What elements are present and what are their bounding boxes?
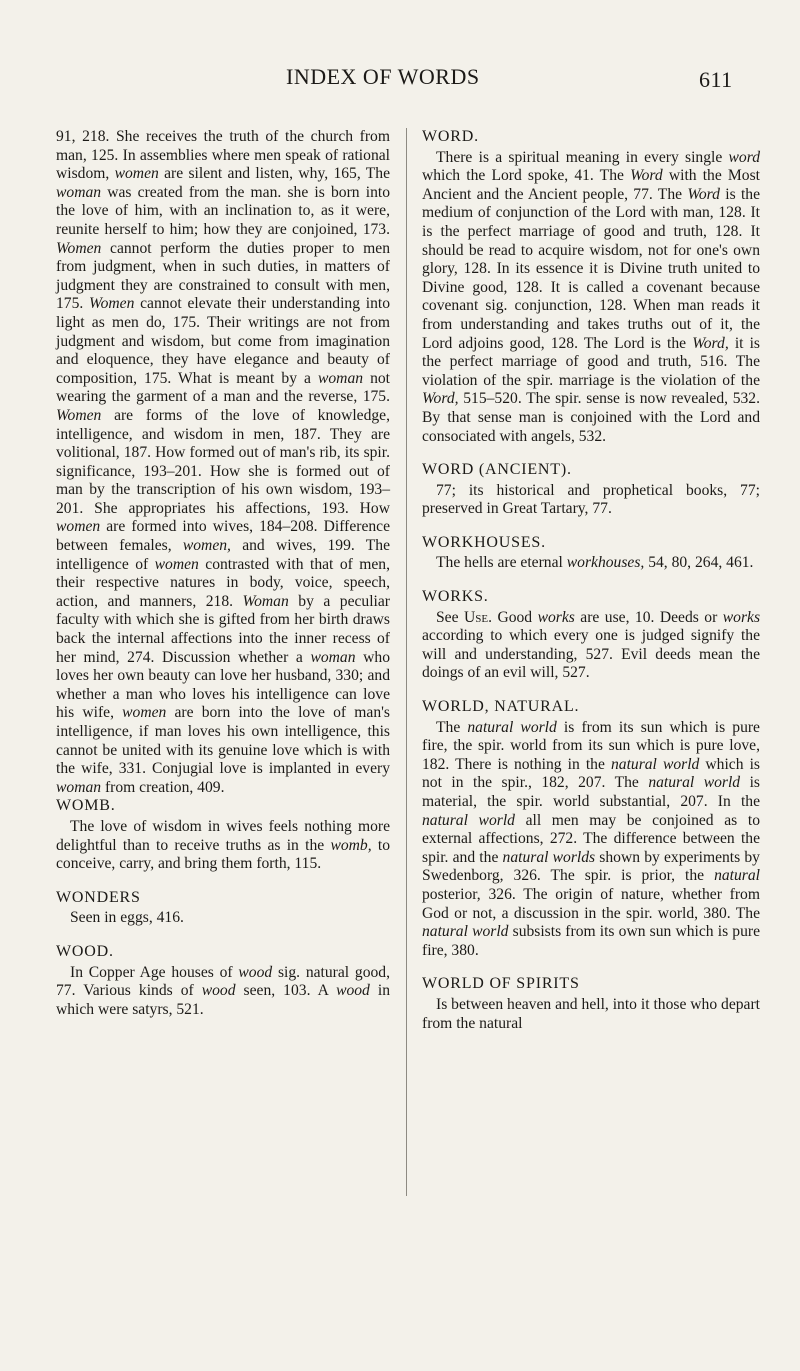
italic-term: Word, xyxy=(422,390,459,408)
entry-heading: WORKS. xyxy=(422,588,489,606)
index-entry xyxy=(422,461,760,519)
index-entry xyxy=(422,128,760,446)
italic-term: natural world xyxy=(422,811,515,829)
italic-term: woman xyxy=(56,778,102,796)
index-entry xyxy=(422,975,760,1033)
italic-term: natural world xyxy=(610,755,700,773)
entry-body: See Use. Good works are use, 10. Deeds or works according to which every one is judged signify the will and understanding, 527. Evil deeds mean the doings of an evil will, 527. xyxy=(422,608,761,682)
right-entries xyxy=(422,128,760,1033)
entry-body: The hells are eternal workhouses, 54, 80, 264, 461. xyxy=(436,554,754,572)
index-entry xyxy=(56,797,390,873)
entry-body: Is between heaven and hell, into it those who depart from the natural xyxy=(422,995,760,1032)
italic-term: natural world xyxy=(648,774,741,792)
entry-heading: WOOD. xyxy=(56,942,114,960)
italic-term: woman xyxy=(56,183,102,201)
italic-term: Word xyxy=(630,167,663,185)
italic-term: Word, xyxy=(692,334,729,352)
italic-term: women xyxy=(56,518,101,536)
right-column xyxy=(422,128,760,1033)
italic-term: Word xyxy=(687,185,720,203)
italic-term: word xyxy=(728,148,760,166)
entry-body: There is a spiritual meaning in every single word which the Lord spoke, 41. The Word with the Most Ancient and the Ancient people, 77. The Word is the medium of conjunction of the Lord with man, 128. It is the perfect marriage of good and truth, 128. It should be read to acquire wisdom, not for one's own glory, 128. In its essence it is Divine truth united to Divine good, 128. It is called a covenant because covenant sig. conjunction, 128. When man reads it from understanding and takes truths out of it, the Lord adjoins good, 128. The Lord is the Word, it is the perfect marriage of good and truth, 516. The violation of the spir. marriage is the violation of the Word, 515–520. The spir. sense is now revealed, 532. By that sense man is conjoined with the Lord and consociated with angels, 532. xyxy=(422,148,761,445)
index-entry xyxy=(422,588,760,683)
italic-term: workhouses, xyxy=(566,554,645,572)
index-entry xyxy=(422,534,760,573)
entry-heading: WORKHOUSES. xyxy=(422,533,546,551)
index-entry xyxy=(56,943,390,1019)
entry-heading: WORD (ANCIENT). xyxy=(422,461,572,479)
italic-term: wood xyxy=(336,982,370,1000)
italic-term: women xyxy=(154,555,199,573)
continued-entry-text: 91, 218. She receives the truth of the church from man, 125. In assemblies where men speak of rational wisdom, women are silent and listen, why, 165, The woman was created from the man. she is born into the love of him, with an inclination to, as it were, reunite herself to him; how they are conjoined, 173. Women cannot perform the duties proper to men from judgment, when in such duties, in matters of judgment they are constrained to consult with men, 175. Women cannot elevate their understanding into light as men do, 175. Their writings are not from judgment and wisdom, but come from imagination and eloquence, they have elegance and beauty of composition, 175. What is meant by a woman not wearing the garment of a man and the reverse, 175. Women are forms of the love of knowledge, intelligence, and wisdom in men, 187. They are volitional, 187. How formed out of man's rib, its spir. significance, 193–201. How she is formed out of man by the transcription of his own wisdom, 193–201. She appropriates his affections, 193. How women are formed into wives, 184–208. Difference between females, women, and wives, 199. The intelligence of women contrasted with that of men, their respective natures in body, voice, speech, action, and manners, 218. Woman by a peculiar faculty with which she is gifted from her birth draws back the internal affections into the inner recess of her mind, 274. Discussion whether a woman who loves her own beauty can love her husband, 330; and whether a man who loves his intelligence can love his wife, women are born into the love of man's intelligence, if man loves his own intelligence, this cannot be united with its genuine love which is with the wife, 331. Conjugial love is implanted in every woman from creation, 409. xyxy=(56,128,391,796)
italic-term: womb, xyxy=(330,836,372,854)
entry-body: Seen in eggs, 416. xyxy=(70,909,184,927)
entry-heading: WORLD, NATURAL. xyxy=(422,698,580,716)
entry-body: The love of wisdom in wives feels nothing more delightful than to receive truths as in the womb, to conceive, carry, and bring them forth, 115. xyxy=(56,817,390,873)
italic-term: women, xyxy=(182,537,231,555)
entry-heading: WORD. xyxy=(422,128,479,145)
italic-term: Women xyxy=(56,406,102,424)
italic-term: works xyxy=(537,608,575,626)
italic-term: Woman xyxy=(242,592,289,610)
italic-term: natural worlds xyxy=(502,848,596,866)
italic-term: woman xyxy=(317,369,364,387)
index-entry xyxy=(56,889,390,928)
italic-term: women xyxy=(114,165,159,183)
italic-term: Women xyxy=(89,295,135,313)
italic-term: wood xyxy=(238,963,273,981)
left-column xyxy=(56,128,390,1019)
italic-term: woman xyxy=(310,648,356,666)
running-title: INDEX OF WORDS xyxy=(286,64,480,89)
entry-heading: WONDERS xyxy=(56,888,141,906)
column-divider xyxy=(406,128,407,1196)
italic-term: natural world xyxy=(422,923,509,941)
italic-term: women xyxy=(122,704,167,722)
left-entries xyxy=(56,797,390,1019)
cross-reference: Use. xyxy=(463,608,492,626)
entry-body: 77; its historical and prophetical books, 77; preserved in Great Tartary, 77. xyxy=(422,481,760,518)
page-number: 611 xyxy=(699,67,733,92)
italic-term: natural world xyxy=(467,718,557,736)
entry-heading: WORLD OF SPIRITS xyxy=(422,975,580,993)
entry-heading: WOMB. xyxy=(56,797,116,815)
index-entry xyxy=(422,698,760,960)
italic-term: wood xyxy=(201,982,236,1000)
entry-body: The natural world is from its sun which is pure fire, the spir. world from its sun which is pure love, 182. There is nothing in the natural world which is not in the spir., 182, 207. The natural world is material, the spir. world substantial, 207. In the natural world all men may be conjoined as to external affections, 272. The difference between the spir. and the natural worlds shown by experiments by Swedenborg, 326. The spir. is prior, the natural posterior, 326. The origin of nature, whether from God or not, a discussion in the spir. world, 380. The natural world subsists from its own sun which is pure fire, 380. xyxy=(422,718,760,959)
italic-term: natural xyxy=(714,867,760,885)
italic-term: works xyxy=(722,608,761,626)
italic-term: Women xyxy=(56,239,102,257)
entry-body: In Copper Age houses of wood sig. natural good, 77. Various kinds of wood seen, 103. A wood in which were satyrs, 521. xyxy=(56,963,391,1018)
